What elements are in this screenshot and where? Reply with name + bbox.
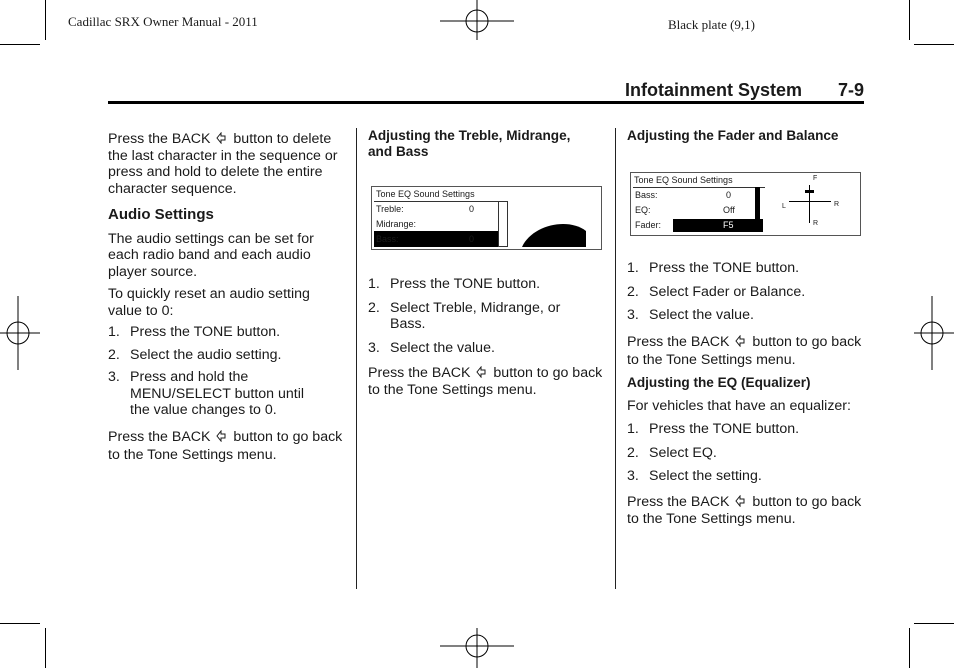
treble-heading: Adjusting the Treble, Midrange, and Bass (368, 128, 571, 159)
column-3 (627, 260, 867, 528)
treble-steps (368, 276, 603, 356)
back-paragraph: Press the BACK button to go back to the Tone Settings menu. (108, 428, 343, 463)
back-arrow-icon (216, 430, 227, 442)
front-label: F (813, 175, 818, 182)
screen-row: EQ: Off (635, 205, 735, 215)
plate-label: Black plate (9,1) (668, 17, 755, 32)
fader-screen (630, 172, 861, 236)
back-arrow-icon (735, 335, 746, 347)
back-paragraph: Press the BACK button to go back to the Tone Settings menu. (627, 493, 862, 527)
list-item: 3. Press and hold the MENU/SELECT button until the value changes to 0. (108, 369, 305, 418)
list-item: 3. Select the setting. (627, 468, 762, 484)
registration-mark-icon (914, 296, 954, 370)
column-divider (615, 128, 616, 589)
fader-balance-graphic (771, 175, 859, 233)
audio-settings-paragraph: The audio settings can be set for each radio band and each audio player source. (108, 230, 314, 280)
screen-row: Treble: 0 (376, 204, 475, 214)
list-item: 3. Select the value. (627, 307, 754, 323)
back-paragraph: Press the BACK button to go back to the Tone Settings menu. (368, 365, 603, 398)
list-item: 1. Press the TONE button. (627, 421, 800, 437)
intro-paragraph: Press the BACK button to delete the last character in the sequence or press and hold to delete the entire character sequence. (108, 131, 338, 197)
list-item: 2. Select Fader or Balance. (627, 283, 806, 300)
list-item: 1. Press the TONE button. (368, 276, 541, 292)
reset-paragraph: To quickly reset an audio setting value to 0: (108, 286, 310, 319)
selection-bar (755, 187, 760, 231)
screen-row: Bass: 0 (635, 190, 732, 200)
column-divider (356, 128, 357, 589)
right-label: R (834, 201, 840, 208)
back-arrow-icon (216, 132, 227, 144)
list-item: 1. Press the TONE button. (108, 324, 281, 340)
header-rule (108, 101, 864, 104)
back-arrow-icon (476, 366, 487, 378)
screen-row: Fader: F5 (635, 220, 734, 230)
column-1 (108, 131, 343, 464)
audio-settings-heading: Audio Settings (108, 206, 214, 223)
eq-curve-graphic (508, 203, 598, 247)
back-paragraph: Press the BACK button to go back to the Tone Settings menu. (627, 333, 862, 368)
page-number: 7-9 (838, 80, 865, 100)
registration-mark-icon (440, 628, 514, 668)
selection-bar (498, 201, 508, 247)
back-arrow-icon (735, 495, 746, 507)
fader-steps (627, 260, 867, 324)
section-title: Infotainment System (625, 80, 803, 100)
list-item: 2. Select the audio setting. (108, 346, 282, 363)
screen-title: Tone EQ Sound Settings (634, 175, 733, 185)
manual-title: Cadillac SRX Owner Manual - 2011 (68, 14, 258, 29)
list-item: 1. Press the TONE button. (627, 260, 800, 276)
rear-label: R (813, 220, 819, 227)
left-label: L (782, 203, 786, 210)
tone-eq-screen (371, 186, 602, 250)
fader-heading: Adjusting the Fader and Balance (627, 128, 839, 143)
eq-steps (627, 421, 867, 485)
reset-steps (108, 324, 343, 419)
screen-row: Midrange: (376, 219, 417, 229)
column-2 (368, 276, 603, 399)
list-item: 2. Select EQ. (627, 444, 717, 461)
screen-title: Tone EQ Sound Settings (376, 189, 475, 199)
eq-heading: Adjusting the EQ (Equalizer) (627, 374, 811, 390)
registration-mark-icon (440, 0, 514, 40)
screen-row: Bass: 0 (376, 234, 475, 244)
list-item: 2. Select Treble, Midrange, or Bass. (368, 299, 561, 332)
list-item: 3. Select the value. (368, 339, 495, 356)
eq-intro: For vehicles that have an equalizer: (627, 397, 851, 414)
registration-mark-icon (0, 296, 40, 370)
